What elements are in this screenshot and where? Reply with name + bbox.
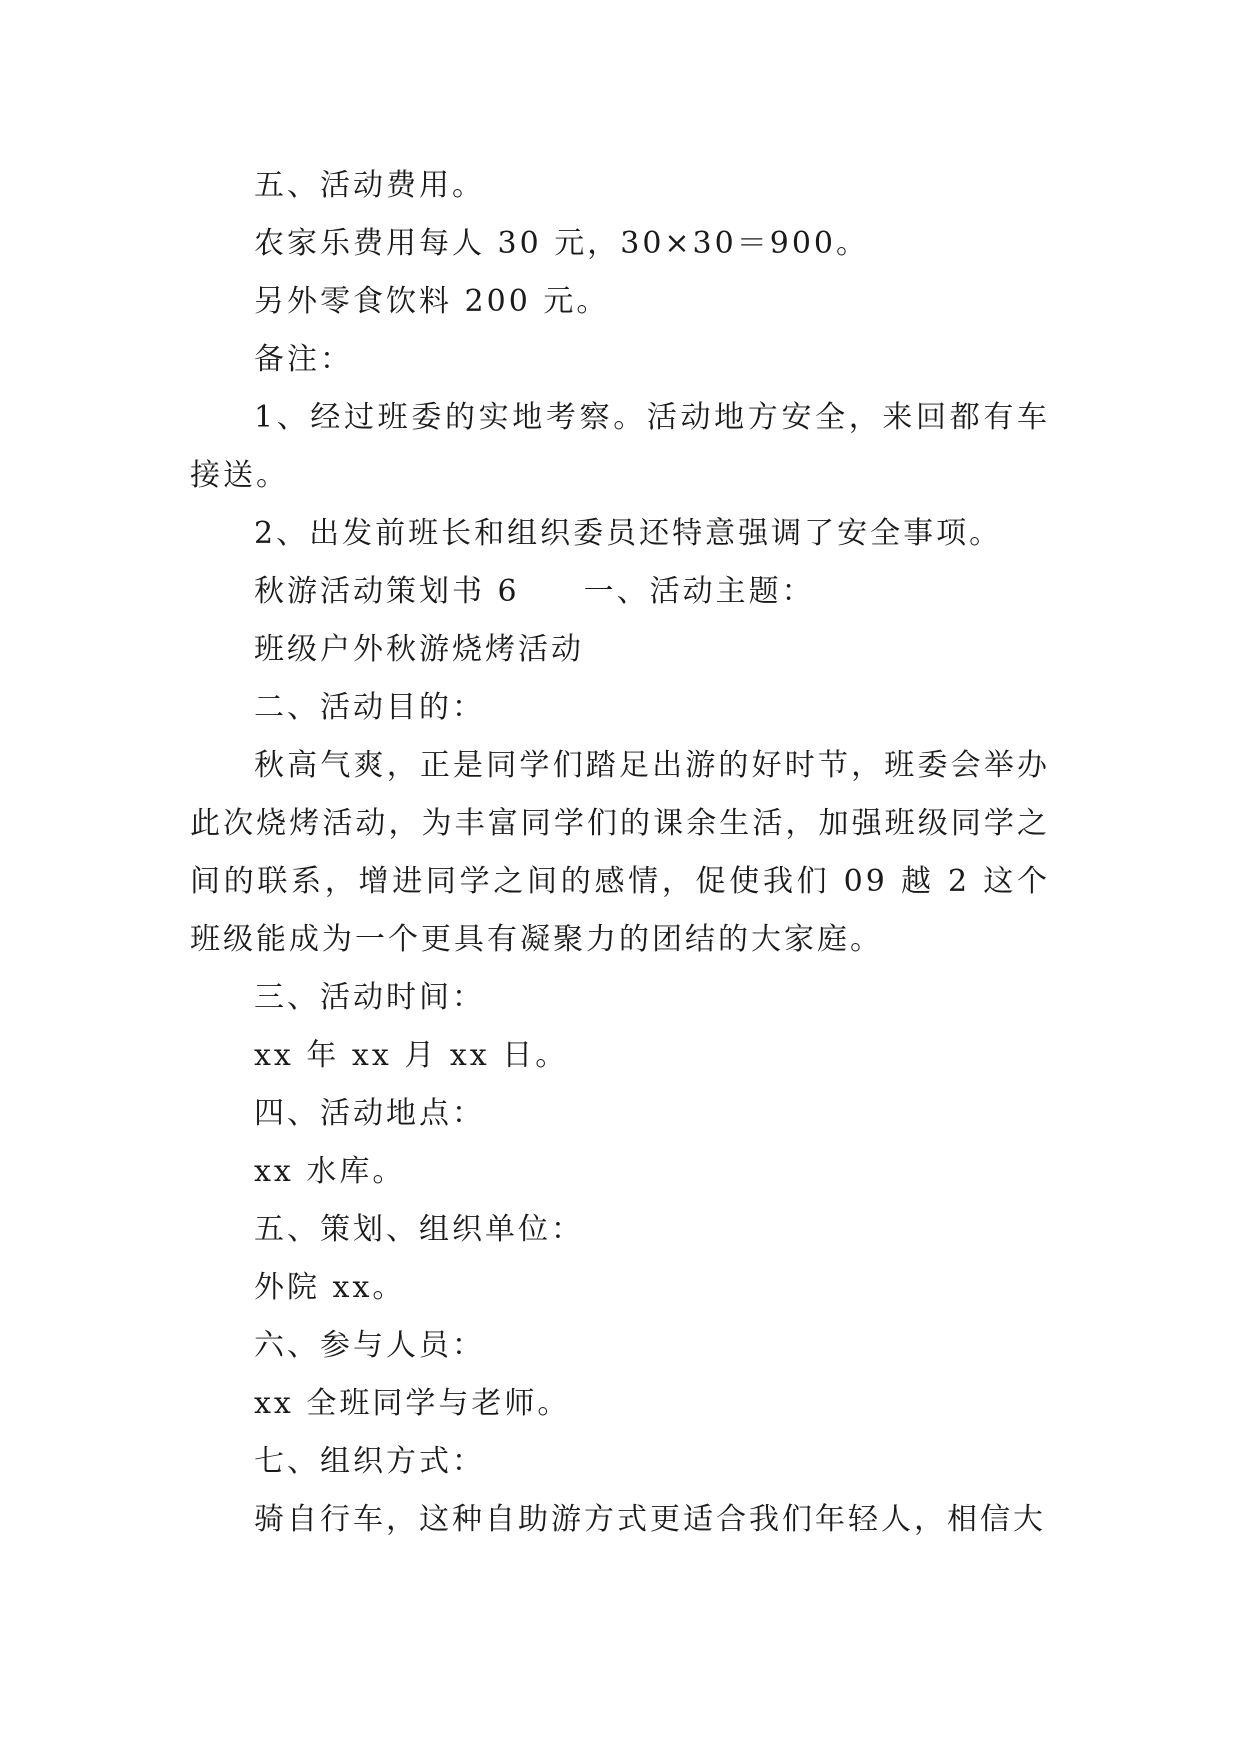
remarks-heading: 备注： bbox=[254, 342, 353, 377]
plan-title: 秋游活动策划书 6 bbox=[254, 574, 520, 609]
paragraph: xx 年 xx 月 xx 日。 bbox=[254, 1038, 569, 1073]
section-heading-participants: 六、参与人员： bbox=[254, 1328, 485, 1363]
paragraph: 另外零食饮料 200 元。 bbox=[254, 284, 610, 319]
section-heading-location: 四、活动地点： bbox=[254, 1096, 485, 1131]
paragraph: 农家乐费用每人 30 元，30×30＝900。 bbox=[254, 226, 869, 261]
section-heading-cost: 五、活动费用。 bbox=[254, 168, 485, 203]
section-heading-method: 七、组织方式： bbox=[254, 1444, 485, 1479]
document-body bbox=[190, 157, 1050, 1549]
paragraph: 骑自行车，这种自助游方式更适合我们年轻人，相信大 bbox=[254, 1502, 1046, 1537]
remark-item-2: 2、出发前班长和组织委员还特意强调了安全事项。 bbox=[254, 516, 1003, 551]
paragraph: xx 水库。 bbox=[254, 1154, 406, 1189]
section-heading-organizer: 五、策划、组织单位： bbox=[254, 1212, 584, 1247]
section-heading-purpose: 二、活动目的： bbox=[254, 690, 485, 725]
paragraph: 外院 xx。 bbox=[254, 1270, 406, 1305]
section-heading-time: 三、活动时间： bbox=[254, 980, 485, 1015]
section-heading-theme: 一、活动主题： bbox=[583, 574, 815, 609]
paragraph: 班级户外秋游烧烤活动 bbox=[254, 632, 584, 667]
remark-item-1: 1、经过班委的实地考察。活动地方安全，来回都有车接送。 bbox=[190, 400, 1050, 493]
plan-title-line bbox=[190, 563, 1050, 621]
paragraph: xx 全班同学与老师。 bbox=[254, 1386, 571, 1421]
paragraph: 秋高气爽，正是同学们踏足出游的好时节，班委会举办此次烧烤活动，为丰富同学们的课余生活，加强班级同学之间的联系，增进同学之间的感情，促使我们 09 越 2 这个班级能成为一个更具有凝聚力的团结的大家庭。 bbox=[190, 748, 1050, 957]
